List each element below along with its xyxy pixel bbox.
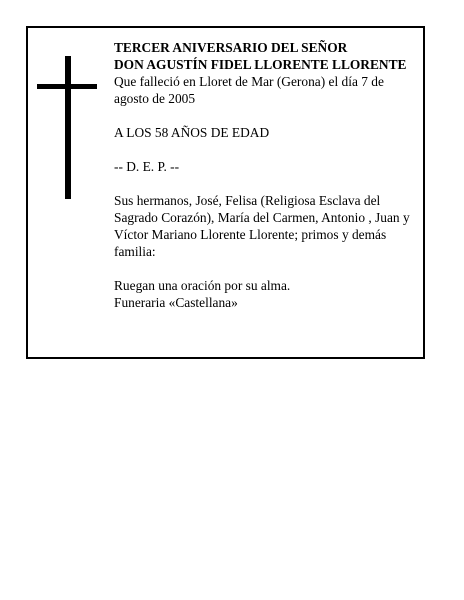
funeral-home-line: Funeraria «Castellana» bbox=[114, 295, 238, 310]
spacer bbox=[114, 141, 420, 158]
age-line: A LOS 58 AÑOS DE EDAD bbox=[114, 125, 270, 140]
spacer bbox=[114, 107, 420, 124]
family-line1: Sus hermanos, José, Felisa (Religiosa Esclava del bbox=[114, 193, 381, 208]
cross-icon-bar bbox=[37, 84, 97, 89]
family-line2: Sagrado Corazón), María del Carmen, Antonio , Juan y bbox=[114, 210, 410, 225]
rip-line: -- D. E. P. -- bbox=[114, 159, 180, 174]
cross-icon bbox=[65, 56, 71, 199]
notice-title-line2: DON AGUSTÍN FIDEL LLORENTE LLORENTE bbox=[114, 57, 407, 72]
obituary-notice bbox=[26, 26, 425, 359]
death-info-line1: Que falleció en Lloret de Mar (Gerona) el día 7 de bbox=[114, 74, 384, 89]
spacer bbox=[114, 260, 420, 277]
notice-text bbox=[114, 39, 420, 311]
family-line3: Víctor Mariano Llorente Llorente; primos y demás bbox=[114, 227, 387, 242]
spacer bbox=[114, 175, 420, 192]
prayer-line: Ruegan una oración por su alma. bbox=[114, 278, 291, 293]
notice-title-line1: TERCER ANIVERSARIO DEL SEÑOR bbox=[114, 40, 348, 55]
death-info-line2: agosto de 2005 bbox=[114, 91, 196, 106]
family-line4: familia: bbox=[114, 244, 156, 259]
